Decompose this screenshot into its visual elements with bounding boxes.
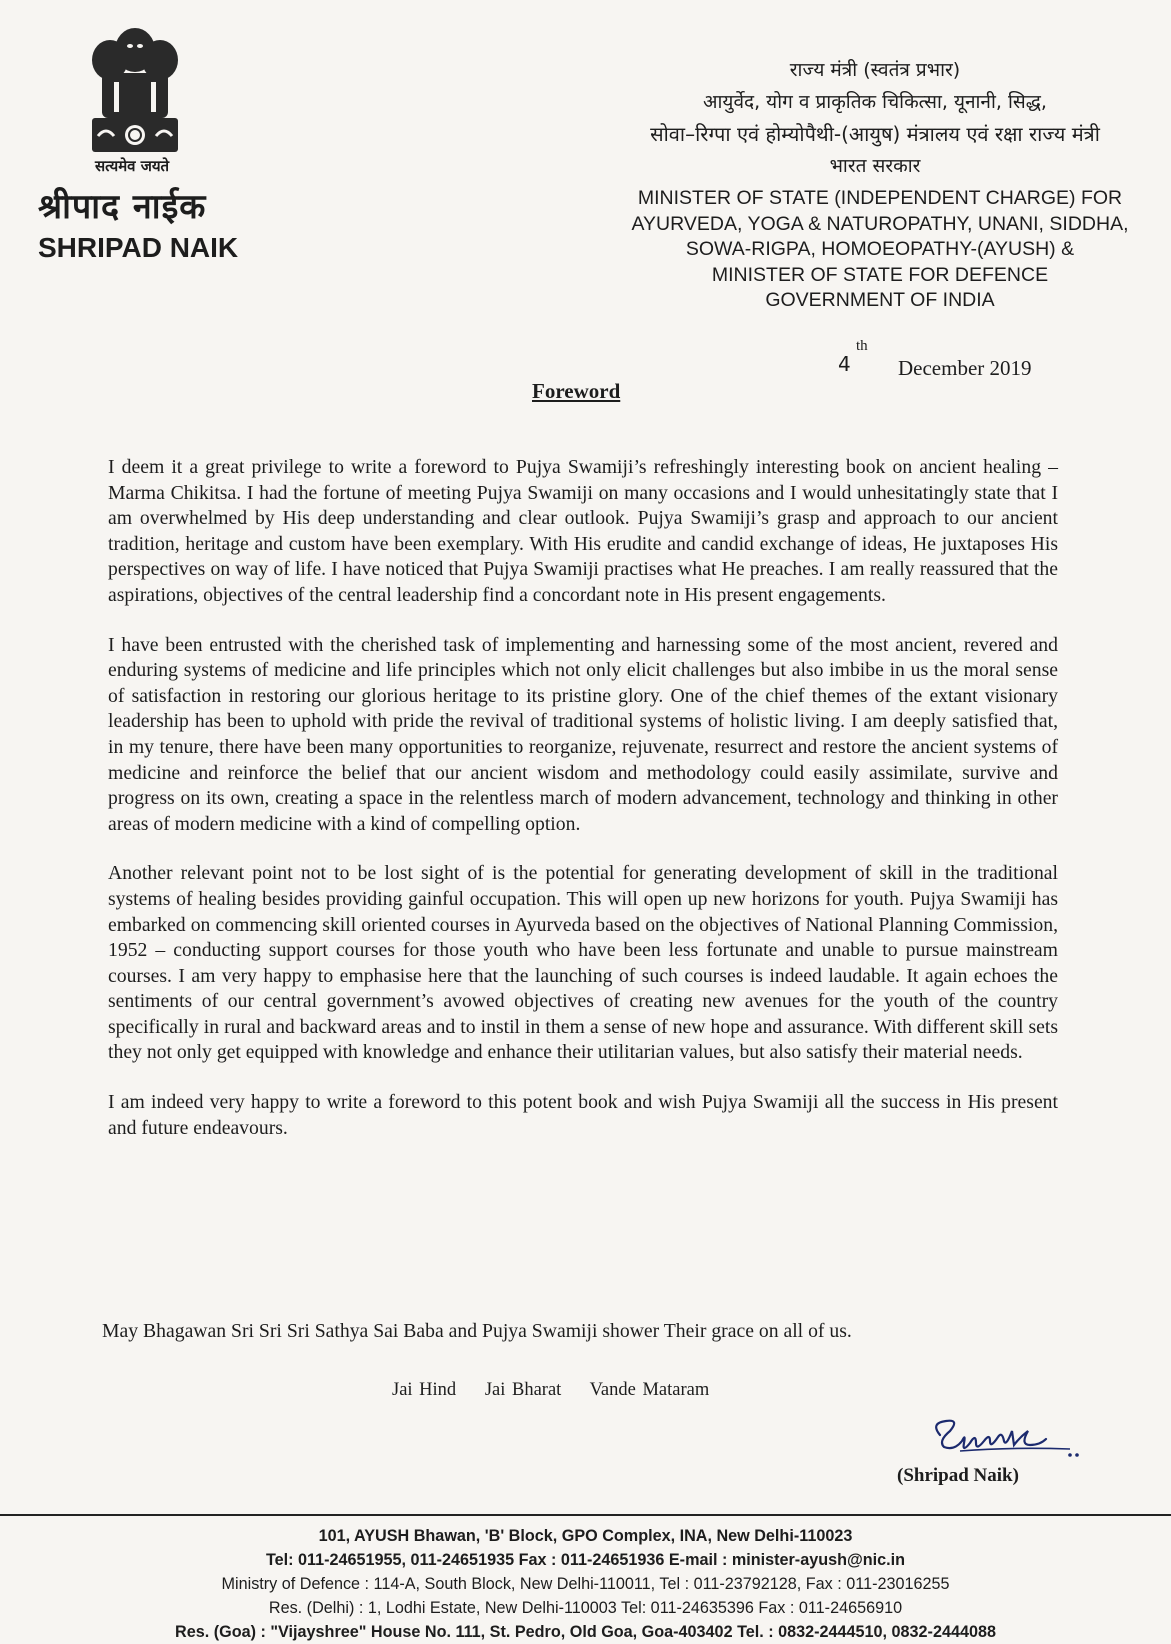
footer-line: Res. (Goa) : "Vijayshree" House No. 111, St. Pedro, Old Goa, Goa-403402 Tel. : 0832-2444510, 0832-2444088	[175, 1623, 996, 1641]
slogan-jai-hind: Jai Hind	[392, 1380, 457, 1400]
date-month-year: December 2019	[898, 356, 1032, 380]
blessing-line: May Bhagawan Sri Sri Sri Sathya Sai Baba and Pujya Swamiji shower Their grace on all of us.	[102, 1320, 852, 1342]
minister-name-english: SHRIPAD NAIK	[38, 232, 239, 263]
hindi-designation	[580, 54, 1170, 182]
english-designation-line: MINISTER OF STATE FOR DEFENCE	[711, 263, 1049, 286]
hindi-designation-line: सोवा–रिग्पा एवं होम्योपैथी-(आयुष) मंत्रालय एवं रक्षा राज्य मंत्री	[650, 122, 1100, 146]
english-designation-line: AYURVEDA, YOGA & NATUROPATHY, UNANI, SIDDHA,	[631, 212, 1129, 235]
footer-address	[0, 1524, 1171, 1644]
hindi-designation-line: राज्य मंत्री (स्वतंत्र प्रभार)	[789, 59, 961, 81]
minister-name-hindi: श्रीपाद नाईक	[38, 187, 207, 227]
slogan-jai-bharat: Jai Bharat	[484, 1380, 562, 1400]
date-day: 4	[838, 352, 851, 376]
footer-line: Ministry of Defence : 114-A, South Block, New Delhi-110011, Tel : 011-23792128, Fax : 011-23016255	[221, 1575, 950, 1593]
hindi-designation-line: भारत सरकार	[829, 155, 921, 177]
signatory-name: (Shripad Naik)	[897, 1465, 1019, 1486]
page-title: Foreword	[532, 379, 621, 403]
foreword-body	[108, 455, 1058, 1165]
paragraph: I am indeed very happy to write a foreword to this potent book and wish Pujya Swamiji all the success in His present and future endeavours.	[108, 1091, 1058, 1139]
slogan-vande-mataram: Vande Mataram	[589, 1380, 710, 1400]
slogans	[392, 1380, 731, 1401]
paragraph: Another relevant point not to be lost sight of is the potential for generating development of skill in the traditional systems of healing besides providing gainful occupation. This will open up new horizons for youth. Pujya Swamiji has embarked on commencing skill oriented courses in Ayurveda based on the objectives of National Planning Commission, 1952 – conducting support courses for those youth who have been less fortunate and unable to pursue mainstream courses. I am very happy to emphasise here that the launching of such courses is indeed laudable. It again echoes the sentiments of our central government’s avowed objectives of creating new avenues for the youth of the country specifically in rural and backward areas and to instil in them a sense of new hope and assurance. With different skill sets they not only get equipped with knowledge and enhance their utilitarian values, but also satisfy their material needs.	[108, 862, 1058, 1064]
english-designation-line: MINISTER OF STATE (INDEPENDENT CHARGE) FOR	[637, 187, 1123, 209]
footer-line: Res. (Delhi) : 1, Lodhi Estate, New Delhi-110003 Tel: 011-24635396 Fax : 011-24656910	[268, 1599, 903, 1617]
english-designation-line: GOVERNMENT OF INDIA	[765, 289, 995, 311]
paragraph: I deem it a great privilege to write a foreword to Pujya Swamiji’s refreshingly interesting book on ancient healing – Marma Chikitsa. I had the fortune of meeting Pujya Swamiji on many occasions and I would unhesitatingly state that I am overwhelmed by His deep understanding and clear outlook. Pujya Swamiji’s grasp and approach to our ancient tradition, heritage and custom have been exemplary. With His erudite and candid exchange of ideas, He juxtaposes His perspectives on way of life. I have noticed that Pujya Swamiji practises what He preaches. I am really reassured that the aspirations, objectives of the central leadership find a concordant note in His present engagements.	[108, 456, 1058, 606]
english-designation-line: SOWA-RIGPA, HOMOEOPATHY-(AYUSH) &	[685, 238, 1075, 260]
footer-line: 101, AYUSH Bhawan, 'B' Block, GPO Complex, INA, New Delhi-110023	[318, 1527, 853, 1545]
national-emblem-icon	[70, 18, 200, 168]
emblem-motto: सत्यमेव जयते	[95, 157, 170, 175]
footer-divider	[0, 1514, 1171, 1516]
hindi-designation-line: आयुर्वेद, योग व प्राकृतिक चिकित्सा, यूनानी, सिद्ध,	[703, 91, 1047, 113]
date-suffix: th	[856, 338, 868, 354]
footer-line: Tel: 011-24651955, 011-24651935 Fax : 011-24651936 E-mail : minister-ayush@nic.in	[265, 1551, 906, 1569]
paragraph: I have been entrusted with the cherished task of implementing and harnessing some of the most ancient, revered and enduring systems of medicine and life principles which not only elicit challenges but also imbibe in us the moral sense of satisfaction in restoring our glorious heritage to its pristine glory. One of the chief themes of the extant visionary leadership has been to uphold with pride the revival of traditional systems of holistic living. I am deeply satisfied that, in my tenure, there have been many opportunities to reorganize, rejuvenate, resurrect and restore the ancient systems of medicine and reinforce the belief that our ancient wisdom and methodology could easily assimilate, survive and progress on its own, creating a space in the relentless march of modern advancement, technology and thinking in other areas of modern medicine with a kind of compelling option.	[108, 633, 1058, 835]
english-designation	[600, 186, 1160, 314]
